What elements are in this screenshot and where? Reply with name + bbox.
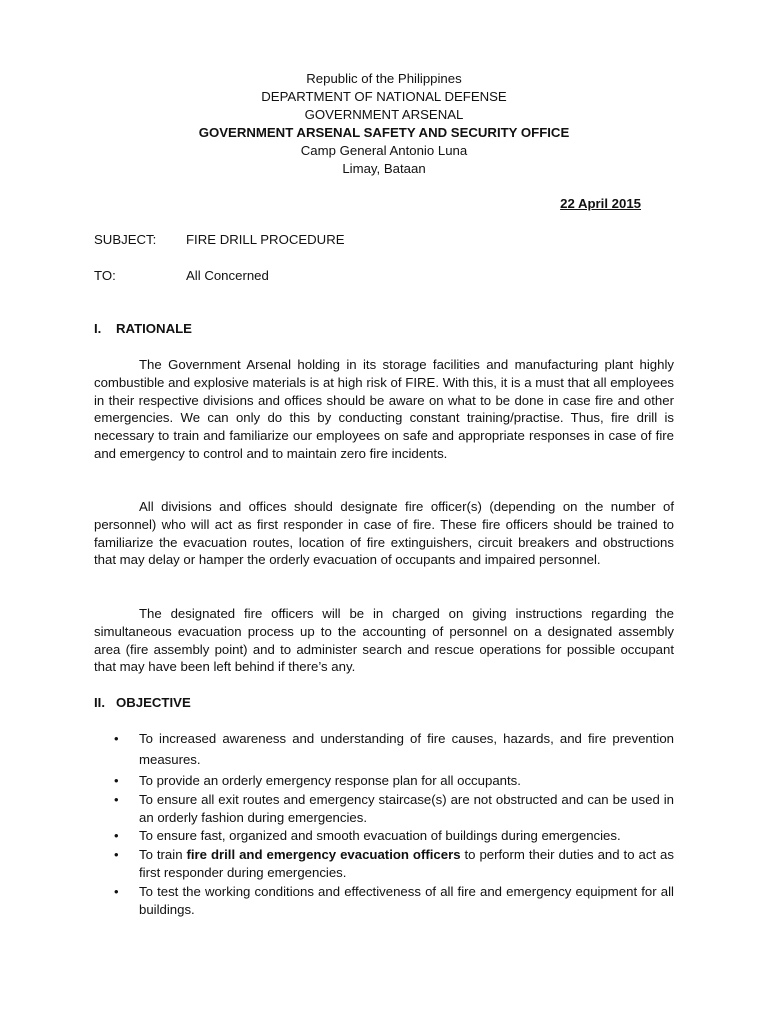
letterhead [0, 70, 768, 178]
list-item-text: To increased awareness and understanding of fire causes, hazards, and fire prevention measures. [139, 731, 674, 767]
section-number: I. [94, 321, 102, 336]
rationale-paragraph-3: The designated fire officers will be in charged on giving instructions regarding the simultaneous evacuation process up to the accounting of personnel on a designated assembly area (fire assembly point) and to administer search and rescue operations for possible occupant that may have been left behind if there’s any. [94, 606, 674, 675]
objective-list [94, 728, 674, 919]
list-item-text-bold: fire drill and emergency evacuation officers [186, 847, 461, 863]
section-rationale-heading [94, 321, 192, 336]
section-objective-heading [94, 695, 191, 710]
list-item [94, 883, 674, 919]
list-item [94, 728, 674, 770]
to-label: TO: [94, 268, 116, 283]
section-title: OBJECTIVE [116, 695, 191, 710]
list-item [94, 791, 674, 827]
list-item-text: To ensure fast, organized and smooth evacuation of buildings during emergencies. [139, 828, 621, 844]
bullet-icon: • [114, 791, 119, 807]
list-item-text: To provide an orderly emergency response plan for all occupants. [139, 773, 521, 788]
list-item [94, 827, 674, 845]
bullet-icon: • [114, 883, 119, 899]
section-title: RATIONALE [116, 321, 192, 336]
list-item [94, 846, 674, 882]
subject-value: FIRE DRILL PROCEDURE [186, 232, 345, 247]
header-camp: Camp General Antonio Luna [300, 143, 468, 158]
subject-row [94, 232, 345, 247]
header-arsenal: GOVERNMENT ARSENAL [304, 107, 464, 122]
list-item-text: To test the working conditions and effectiveness of all fire and emergency equipment for all buildings. [139, 883, 674, 917]
header-location: Limay, Bataan [342, 161, 426, 176]
rationale-paragraph-2: All divisions and offices should designate fire officer(s) (depending on the number of personnel) who will act as first responder in case of fire. These fire officers should be trained to familiarize the evacuation routes, location of fire extinguishers, circuit breakers and obstructions that may delay or hamper the orderly evacuation of occupants and impaired personnel. [94, 499, 674, 568]
bullet-icon: • [114, 731, 119, 746]
to-value: All Concerned [186, 268, 269, 283]
subject-label: SUBJECT: [94, 232, 157, 247]
list-item-text-post: to perform their duties and to act as first responder during emergencies. [139, 847, 674, 880]
header-department: DEPARTMENT OF NATIONAL DEFENSE [261, 89, 507, 104]
list-item-text-pre: To train [139, 847, 187, 863]
section-number: II. [94, 695, 105, 710]
header-republic: Republic of the Philippines [306, 71, 462, 86]
list-item-text: To ensure all exit routes and emergency staircase(s) are not obstructed and can be used in an orderly fashion during emergencies. [139, 791, 674, 825]
document-date: 22 April 2015 [560, 196, 641, 211]
bullet-icon: • [114, 847, 119, 863]
header-office: GOVERNMENT ARSENAL SAFETY AND SECURITY OFFICE [198, 125, 570, 140]
bullet-icon: • [114, 773, 119, 788]
to-row [94, 268, 269, 283]
rationale-paragraph-1: The Government Arsenal holding in its storage facilities and manufacturing plant highly combustible and explosive materials is at high risk of FIRE. With this, it is a must that all employees in their respective divisions and offices should be aware on what to be done in case fire and other emergencies. We can only do this by conducting constant training/practise. Thus, fire drill is necessary to train and familiarize our employees on safe and appropriate responses in case of fire and emergency to control and to maintain zero fire incidents. [94, 357, 674, 461]
bullet-icon: • [114, 828, 119, 844]
list-item [94, 772, 674, 790]
